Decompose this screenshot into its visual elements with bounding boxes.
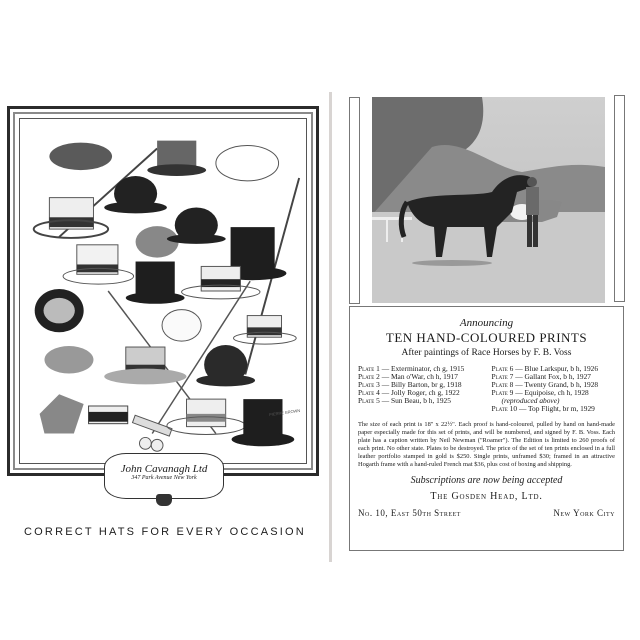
plates-column-right: [482, 365, 616, 413]
plates-column-left: [358, 365, 482, 413]
plate-item: Plate 9 — Equipoise, ch h, 1928 (reproduced above): [492, 389, 616, 405]
frame-border-mid: [13, 112, 313, 470]
racehorse-painting-image: [372, 97, 605, 303]
plate-item: Plate 8 — Twenty Grand, b h, 1928: [491, 380, 599, 389]
right-page-print-announcement: [335, 0, 640, 640]
plate-item: Plate 5 — Sun Beau, b h, 1925: [358, 396, 451, 405]
plate-item: Plate 10 — Top Flight, br m, 1929: [491, 404, 595, 413]
subscriptions-line: Subscriptions are now being accepted: [410, 475, 563, 486]
plates-list: [350, 365, 623, 413]
city: New York City: [553, 508, 615, 518]
frame-bar-left: [349, 97, 360, 304]
terms-paragraph: The size of each print is 18" x 22½". Each proof is hand-coloured, pulled by hand on hand-made paper especially made for this set of prints, and will be numbered, and signed by F. B. Voss. Each plate has a caption written by Neil Newman ("Roamer"). The Edition is limited to 260 proofs of each print. No other state. Plates to be destroyed. The price of the set of ten prints enclosed in a full leather portfolio stamped in gold is $250. Single prints, unframed $30; framed in an attractive Hogarth frame with a hand-ruled French mat $36, plus cost of boxing and shipping.: [358, 421, 615, 468]
illustration-area: [19, 118, 307, 464]
company-address: 347 Park Avenue New York: [131, 475, 197, 481]
publisher-name: The Gosden Head, Ltd.: [430, 491, 543, 502]
ornamental-frame: [7, 106, 319, 476]
cavanagh-cartouche: [104, 453, 224, 499]
plate-item: Plate 7 — Gallant Fox, b h, 1927: [491, 372, 591, 381]
prints-title: TEN HAND-COLOURED PRINTS: [385, 330, 588, 345]
racehorse-painting: [372, 97, 605, 303]
crown-crest-icon: [156, 494, 172, 506]
street-address: No. 10, East 50th Street: [358, 508, 461, 518]
plate-item: Plate 3 — Billy Barton, br g, 1918: [358, 380, 462, 389]
publisher-address: [350, 508, 623, 518]
hats-illustration: [20, 119, 306, 463]
plate-item: Plate 2 — Man o'War, ch h, 1917: [358, 372, 458, 381]
artist-signature: PIERRE BROWN: [268, 407, 301, 418]
slogan: CORRECT HATS FOR EVERY OCCASION: [24, 526, 306, 538]
announcement-box: [349, 306, 624, 551]
page-gutter: [329, 92, 332, 562]
company-name: John Cavanagh Ltd: [120, 463, 208, 475]
prints-subtitle: After paintings of Race Horses by F. B. Voss: [401, 348, 572, 358]
plate-item: Plate 4 — Jolly Roger, ch g, 1922: [358, 388, 460, 397]
plate-item: Plate 6 — Blue Larkspur, b h, 1926: [491, 364, 599, 373]
frame-bar-right: [614, 95, 625, 302]
announcing-heading: Announcing: [459, 317, 514, 329]
plate-9-note: (reproduced above): [501, 396, 560, 405]
plate-item: Plate 1 — Exterminator, ch g, 1915: [358, 364, 465, 373]
